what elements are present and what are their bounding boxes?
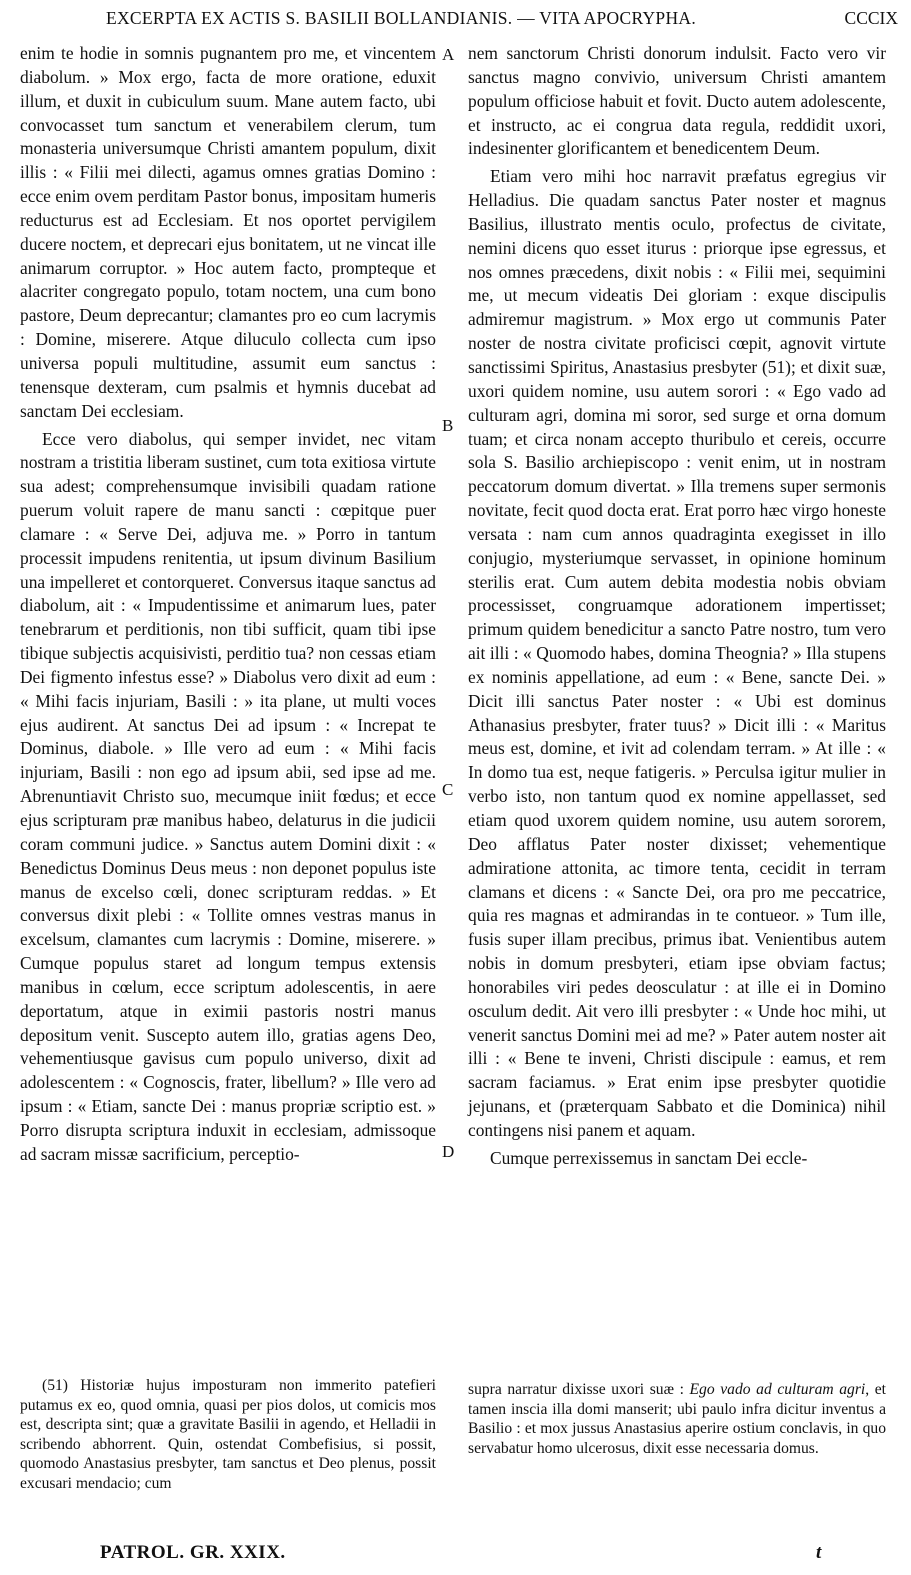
margin-marker-a: A xyxy=(442,45,455,64)
page-header xyxy=(18,6,898,34)
right-paragraph-2: Etiam vero mihi hoc narravit præfatus egregius vir Helladius. Die quadam sanctus Pater noster et magnus Basilius, illustrato mentis oculo, profectus de civitate, nemini dicens quo esset iturus : priorque ipse egressus, et nos omnes præcedens, dixit nobis : « Filii mei, sequimini me, ut mecum videatis Dei gloriam : exque discipulis admiremur magistrum. » Mox ergo ut communis Pater noster de nostra civitate proficisci cœpit, agnovit virtute sanctissimi Spiritus, Anastasius presbyter (51); et dixit suæ, uxori quidem nomine, usu autem sorori : « Ego vado ad culturam agri, domina mi soror, sed surge et orna domum tuam; et circa nonam accepto thuribulo et cereis, occurre sola S. Basilio archiepiscopo : venit enim, ut in nostram peccatorum domum divertat. » Illa tremens super sermonis novitate, fecit quod docta erat. Erat porro hæc virgo honeste versata : nam cum annos quadraginta exegisset in illo conjugio, mysteriumque servasset, in opinione hominum sterilis erat. Cum autem debita modestia nobis obviam processisset, congruamque adorationem impertisset; primum quidem benedicitur a sancto Patre nostro, tum vero ait illi : « Quomodo habes, domina Theognia? » Illa stupens ex nominis appellatione, ad eum : « Bene, sancte Dei. » Dicit illi sanctus Pater noster : « Ubi est dominus Athanasius presbyter, frater tuus? » Dicit illi : « Maritus meus est, domine, et ivit ad colendam terram. » At ille : « In domo tua est, neque fatigeris. » Perculsa igitur mulier in verbo isto, non tantum quod ex nomine appellasset, sed etiam quod uxorem quidem nomine, usu autem sororem, Deo afflatus Pater noster dixisset; vehementique admiratione attonita, ac timore tenta, cecidit in terram clamans et dicens : « Sancte Dei, ora pro me peccatrice, quia res magnas et admirandas in te contueor. » Tum ille, fusis super illam precibus, primus ibat. Venientibus autem nobis in domum presbyteri, etiam ipse obviam factus; honorabiles viri pedes deosculatur : at ille ei in Domino osculum dedit. Ait vero illi presbyter : « Unde hoc mihi, ut venerit sanctus Domini mei ad me? » Pater autem noster ait illi : « Bene te inveni, Christi discipule : eamus, et rem sacram faciamus. » Erat enim ipse presbyter quotidie jejunans, et (præterquam Sabbato et die Dominica) nihil contingens nisi panem et aquam. xyxy=(468,166,886,1140)
footnote-continuation xyxy=(468,1380,886,1458)
margin-marker-d: D xyxy=(442,1142,455,1161)
footer-mark: t xyxy=(816,1542,822,1563)
left-paragraph-1: enim te hodie in somnis pugnantem pro me, et vincentem diabolum. » Mox ergo, facta de more oratione, eduxit illum, et duxit in cubiculum suum. Mane autem facto, ubi convocasset tum sanctum et venerabilem clerum, tum monasteria universumque Christi amantem populum, dixit illis : « Filii mei dilecti, agamus omnes gratias Domino : ecce enim ovem perditam Pastor bonus, impositam humeris reducturus est ad Ecclesiam. Et nos oportet pervigilem ducere noctem, et deprecari ejus bonitatem, ut ne vincat ille animarum corruptor. » Hoc autem facto, prompteque et alacriter congregato populo, totam noctem, una cum bono pastore, Deum deprecantur; clamantes pro eo cum lacrymis : Domine, miserere. Atque diluculo collecta cum ipso universa populi multitudine, assumit eum sanctus : tenensque dexteram, cum psalmis et hymnis ducebat ad sanctam Dei ecclesiam. xyxy=(20,43,436,421)
folio-number: CCCIX xyxy=(844,8,898,28)
left-column xyxy=(20,42,436,1167)
footnote-quote: Ego vado ad culturam agri xyxy=(689,1381,866,1398)
left-paragraph-2: Ecce vero diabolus, qui semper invidet, nec vitam nostram a tristitia liberam sustinet, cum tota exitiosa virtute sua adest; comprehensumque invisibili quadam ratione puerum voluit rapere de manu sancti : cœpitque puer clamare : « Serve Dei, adjuva me. » Porro in tantum processit impudens renitentia, ut ipsum divinum Basilium una impelleret et contorqueret. Conversus itaque sanctus ad diabolum, ait : « Impudentissime et animarum lues, pater tenebrarum et perditionis, non tibi sufficit, quam tibi ipse tibique subjectis acquisivisti, perditio tua? non cessas etiam Dei figmento infestus esse? » Diabolus vero dixit ad eum : « Mihi facis injuriam, Basili : » ita plane, ut multi voces ejus audirent. At sanctus Dei ad ipsum : « Increpat te Dominus, diabole. » Ille vero ad eum : « Mihi facis injuriam, Basili : non ego ad ipsum abii, sed ipse ad me. Abrenuntiavit Christo suo, mecumque iniit fœdus; et ecce ejus scripturam præ manibus habeo, delaturus in die judicii coram communi judice. » Sanctus autem Domini dixit : « Benedictus Dominus Deus meus : non deponet populus iste manus de excelso cœli, donec scripturam reddas. » Et conversus dixit plebi : « Tollite omnes vestras manus in excelsum, clamantes cum lacrymis : Domine, miserere. » Cumque populus staret ad longum tempus extensis manibus in cœlum, ecce scriptum adolescentis, in aere deportatum, atque in eximii pastoris nostri manus depositum venit. Suscepto autem illo, gratias agens Deo, vehementiusque gavisus cum populo universo, dixit ad adolescentem : « Cognoscis, frater, libellum? » Ille vero ad ipsum : « Etiam, sancte Dei : manus propriæ scriptio est. » Porro disrupta scriptura induxit in ecclesiam, admissoque ad sacram missæ sacrificium, perceptio- xyxy=(20,428,436,1164)
footnote-text-post: , et tamen inscia illa domi manserit; ubi paulo infra dicitur inventus a Basilio : et mox jussus Anastasius aperire ostium conclavis, in quo servabatur homo ulcerosus, dixit esse necessaria domus. xyxy=(468,1381,886,1457)
margin-marker-b: B xyxy=(442,416,454,435)
footnote-right xyxy=(468,1380,886,1458)
footnote-text-pre: supra narratur dixisse uxori suæ : xyxy=(468,1381,690,1398)
right-paragraph-1: nem sanctorum Christi donorum indulsit. Facto vero vir sanctus magno convivio, universum Christi amantem populum officiose habuit et fovit. Ducto autem adolescente, et instructo, ac ei congrua data regula, reddidit uxori, indesinenter glorificantem et benedicentem Deum. xyxy=(468,43,886,159)
margin-marker-c: C xyxy=(442,780,454,799)
right-paragraph-3: Cumque perrexissemus in sanctam Dei eccle- xyxy=(490,1147,808,1168)
right-column xyxy=(468,42,886,1171)
footnote-left xyxy=(20,1376,436,1494)
running-title: EXCERPTA EX ACTIS S. BASILII BOLLANDIANIS. — VITA APOCRYPHA. xyxy=(106,8,696,28)
footer-signature: PATROL. GR. XXIX. xyxy=(100,1542,286,1563)
footnote-51: (51) Historiæ hujus imposturam non immerito patefieri putamus ex eo, quod omnia, quasi per pios dolos, ut comicis mos est, descripta sint; quæ a gravitate Basilii in agendo, et Helladii in scribendo abhorrent. Quin, ostendat Combefisius, si possit, quomodo Anastasius presbyter, tam sanctus et Deo plenus, possit excusari mendacio; cum xyxy=(20,1377,436,1492)
